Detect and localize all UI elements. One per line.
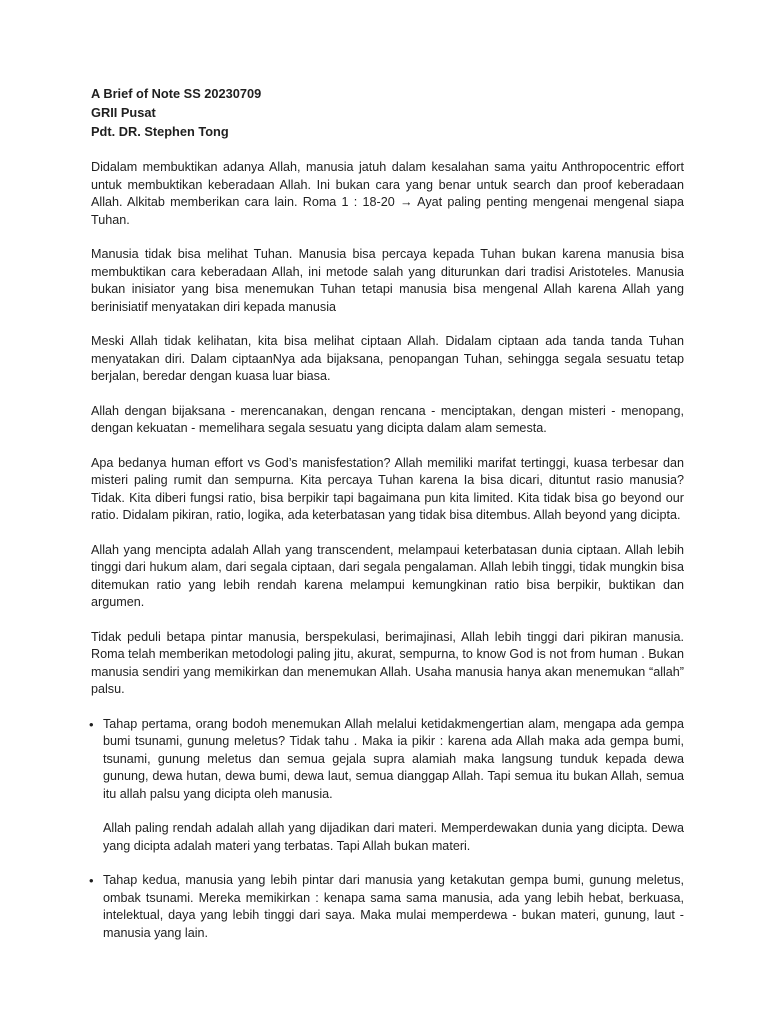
bullet-list [91,872,684,942]
list-item [91,716,684,804]
sub-paragraph: Allah paling rendah adalah allah yang dijadikan dari materi. Memperdewakan dunia yang dicipta. Dewa yang dicipta adalah materi yang terbatas. Tapi Allah bukan materi. [103,821,684,853]
paragraph: Apa bedanya human effort vs God’s manisfestation? Allah memiliki marifat tertinggi, kuasa terbesar dan misteri paling rumit dan sempurna. Kita percaya Tuhan karena Ia bisa dicari, dituntut rasio manusia? Tidak. Kita diberi fungsi ratio, bisa berpikir tapi bagaimana pun kita limited. Kita tidak bisa go beyond our ratio. Didalam pikiran, ratio, logika, ada keterbatasan yang tidak bisa ditembus. Allah beyond yang dicipta. [91,455,684,522]
list-item-text: Tahap pertama, orang bodoh menemukan Allah melalui ketidakmengertian alam, mengapa ada gempa bumi tsunami, gunung meletus? Tidak tahu . Maka ia pikir : karena ada Allah maka ada gempa bumi, tsunami, gunung meletus dan semua gejala supra alamiah maka langsung tunduk kepada dewa gunung, dewa hutan, dewa bumi, dewa laut, semua dianggap Allah. Tapi semua itu bukan Allah, semua itu allah palsu yang dicipta oleh manusia. [103,716,684,801]
document-header [91,84,684,141]
paragraph: Meski Allah tidak kelihatan, kita bisa melihat ciptaan Allah. Didalam ciptaan ada tanda tanda Tuhan menyatakan diri. Dalam ciptaanNya ada bijaksana, penopangan Tuhan, sehingga segala sesuatu tetap berjalan, beredar dengan kuasa luar biasa. [91,334,684,383]
list-item-text: Tahap kedua, manusia yang lebih pintar dari manusia yang ketakutan gempa bumi, gunung meletus, ombak tsunami. Mereka memikirkan : kenapa sama sama manusia, ada yang lebih hebat, berkuasa, intelektual, daya yang lebih tinggi dari saya. Maka mulai memperdewa - bukan materi, gunung, laut - manusia yang lain. [103,873,684,940]
list-item [91,872,684,942]
document-page [91,84,684,959]
paragraph: Manusia tidak bisa melihat Tuhan. Manusia bisa percaya kepada Tuhan bukan karena manusia bisa membuktikan cara keberadaan Allah, ini metode salah yang diturunkan dari tradisi Aristoteles. Manusia bukan inisiator yang bisa menemukan Tuhan tetapi manusia bisa mengenal Allah karena Allah yang berinisiatif menyatakan diri kepada manusia [91,247,684,314]
bullet-icon: • [89,873,94,888]
paragraph: Allah yang mencipta adalah Allah yang transcendent, melampaui keterbatasan dunia ciptaan. Allah lebih tinggi dari hukum alam, dari segala ciptaan, dari segala pengalaman. Allah lebih tinggi, tidak mungkin bisa ditemukan ratio yang lebih rendah karena melampui kemungkinan ratio bisa berpikir, buktikan dan argumen. [91,542,684,609]
paragraph: Tidak peduli betapa pintar manusia, berspekulasi, berimajinasi, Allah lebih tinggi dari pikiran manusia. Roma telah memberikan metodologi paling jitu, akurat, sempurna, to know God is not from human . Bukan manusia sendiri yang memikirkan dan menemukan Allah. Usaha manusia hanya akan menemukan “allah” palsu. [91,629,684,696]
speaker-name: Pdt. DR. Stephen Tong [91,124,229,139]
paragraph: Didalam membuktikan adanya Allah, manusia jatuh dalam kesalahan sama yaitu Anthropocentric effort untuk membuktikan keberadaan Allah. Ini bukan cara yang benar untuk search dan proof keberadaan Allah. Alkitab memberikan cara lain. Roma 1 : 18-20 → Ayat paling penting mengenai mengenal siapa Tuhan. [91,160,684,227]
document-title: A Brief of Note SS 20230709 [91,86,262,101]
church-name: GRII Pusat [91,105,156,120]
paragraph: Allah dengan bijaksana - merencanakan, dengan rencana - menciptakan, dengan misteri - menopang, dengan kekuatan - memelihara segala sesuatu yang dicipta dalam alam semesta. [91,403,684,435]
bullet-list [91,716,684,804]
bullet-icon: • [89,716,94,732]
